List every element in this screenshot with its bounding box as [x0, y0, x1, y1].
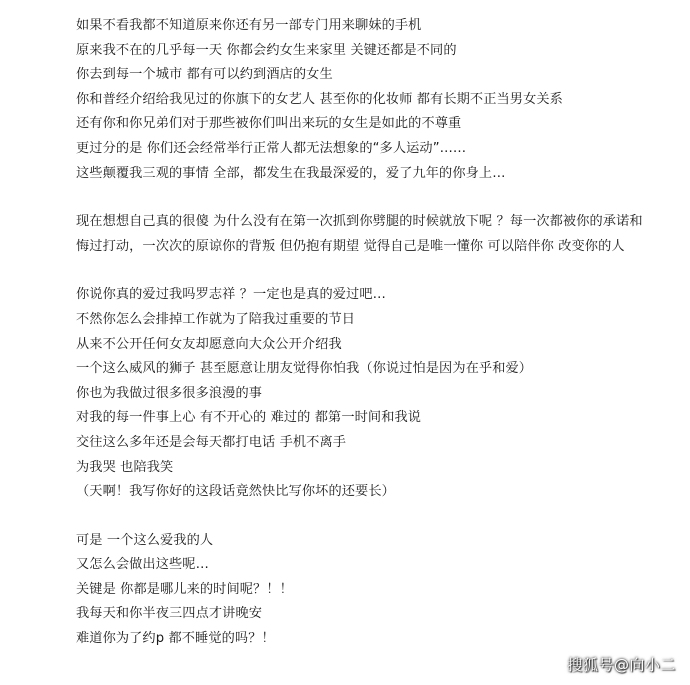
- text-line: 关键是 你都是哪儿来的时间呢？！！: [76, 581, 293, 597]
- paragraph-4: [76, 529, 678, 652]
- text-line: 你和普经介绍给我见过的你旗下的女艺人 甚至你的化妆师 都有长期不正当男女关系: [76, 91, 563, 107]
- text-line: 更过分的是 你们还会经常举行正常人都无法想象的“多人运动”……: [76, 140, 467, 156]
- paragraph-1: [76, 14, 678, 186]
- text-line: 又怎么会做出这些呢…: [76, 557, 209, 573]
- text-line: 难道你为了约p 都不睡觉的吗？！: [76, 631, 275, 647]
- text-line: 交往这么多年还是会每天都打电话 手机不离手: [76, 434, 347, 450]
- text-line: 从来不公开任何女友却愿意向大众公开介绍我: [76, 336, 342, 352]
- text-line: （天啊！我写你好的这段话竟然快比写你坏的还要长）: [76, 484, 395, 500]
- text-line: 我每天和你半夜三四点才讲晚安: [76, 606, 263, 622]
- text-line: 悔过打动，一次次的原谅你的背叛 但仍抱有期望 觉得自己是唯一懂你 可以陪伴你 改变你的人: [76, 238, 625, 254]
- article-body: [76, 14, 678, 676]
- text-line: 如果不看我都不知道原来你还有另一部专门用来聊妹的手机: [76, 18, 422, 33]
- paragraph-2: [76, 210, 678, 259]
- text-line: 你去到每一个城市 都有可以约到酒店的女生: [76, 67, 333, 83]
- paragraph-3: [76, 283, 678, 504]
- text-line: 不然你怎么会排掉工作就为了陪我过重要的节日: [76, 311, 356, 327]
- text-line: 还有你和你兄弟们对于那些被你们叫出来玩的女生是如此的不尊重: [76, 116, 462, 132]
- text-line: 现在想想自己真的很傻 为什么没有在第一次抓到你劈腿的时候就放下呢 ？每一次都被你的承诺和: [76, 214, 643, 230]
- text-line: 一个这么威风的狮子 甚至愿意让朋友觉得你怕我（你说过怕是因为在乎和爱）: [76, 361, 533, 377]
- watermark: 搜狐号@向小二: [567, 656, 676, 674]
- text-line: 原来我不在的几乎每一天 你都会约女生来家里 关键还都是不同的: [76, 42, 457, 58]
- text-line: 这些颠覆我三观的事情 全部，都发生在我最深爱的，爱了九年的你身上…: [76, 165, 506, 181]
- text-line: 可是 一个这么爱我的人: [76, 532, 214, 548]
- text-line: 为我哭 也陪我笑: [76, 459, 174, 475]
- text-line: 你也为我做过很多很多浪漫的事: [76, 385, 263, 401]
- text-line: 对我的每一件事上心 有不开心的 难过的 都第一时间和我说: [76, 410, 422, 426]
- text-line: 你说你真的爱过我吗罗志祥 ？一定也是真的爱过吧…: [76, 287, 386, 303]
